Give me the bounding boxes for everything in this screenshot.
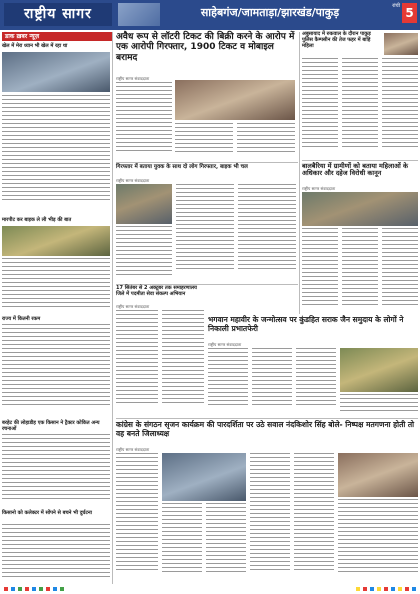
column-divider [299, 32, 300, 314]
procession-photo [340, 348, 418, 392]
left-mid-headline: मारपीट कर बाइक ले ली भीड़ की बात [2, 217, 72, 223]
arrest-body-col-3 [238, 184, 296, 282]
congress-body-col-3 [206, 503, 246, 584]
left-header-bar: डाक ख़बर न्यूज़ [2, 32, 113, 41]
left-top-headline: खेल में मेरा ध्यान भी खेल में रहा था [2, 43, 68, 49]
procession-body-col-4 [340, 394, 418, 416]
right-article-2-col-1 [302, 228, 338, 314]
arrest-body-col-2 [176, 184, 234, 282]
left-bottom-headline: बरहेट की लोहाडीह एक किसान ने ट्रैक्टर कोकित अन्य रचनाओं [2, 420, 100, 432]
column-divider [112, 32, 113, 584]
date-line: रांची [392, 3, 400, 9]
arrest-body-col-1 [116, 226, 172, 282]
byline-lottery: राष्ट्रीय सागर संवाददाता [116, 76, 150, 81]
divider [302, 160, 418, 161]
congress-photo [162, 453, 246, 501]
lottery-photo [175, 80, 295, 120]
left-lower-headline: राज्य में कितनी रकम [2, 316, 41, 322]
section-title: साहेबगंज/जामताड़ा/झारखंड/पाकुड़ [200, 6, 340, 19]
byline-campaign: राष्ट्रीय सागर संवाददाता [116, 304, 150, 309]
procession-body-col-2 [252, 348, 292, 416]
headline-lottery: अवैध रूप से लॉटरी टिकट की बिक्री करने के आरोप में एक आरोपी गिरफ्तार, 1900 टिकट व मोबाइल बरामद [116, 32, 295, 63]
byline-congress: राष्ट्रीय सागर संवाददाता [116, 447, 150, 452]
campaign-body-col-2 [162, 310, 204, 416]
lottery-body-col-3 [237, 123, 295, 160]
right-article-2-col-2 [342, 228, 378, 314]
congress-body-col-1 [116, 453, 158, 584]
masthead [0, 0, 420, 30]
headline-procession: भगवान महावीर के जन्मोत्सव पर कुंडहित सराक जैन समुदाय के लोगों ने निकाली प्रभातफेरी [208, 315, 404, 333]
page-number: 5 [402, 3, 417, 23]
color-registration-strip [356, 587, 416, 591]
masthead-photo [118, 3, 160, 26]
lottery-body-col-1 [116, 82, 172, 160]
right-article-1-col-2 [342, 58, 378, 158]
congress-photo-2 [338, 453, 418, 497]
right-headline-1: अबुसायाद में रुकवाल के दौरान पाकुड़ पुलिस कैम्पसीन की तेज फहर में बाहि महिला [302, 31, 371, 49]
right-article-2-col-3 [382, 228, 418, 314]
congress-body-col-5 [294, 453, 334, 584]
right-article-1-col-1 [302, 58, 338, 158]
headline-campaign: 17 सितंबर से 2 अक्टूबर तक समाहरणालय जिले में पदमीता सेवा संकल्प अभियान [116, 285, 197, 297]
right-photo-2 [302, 192, 418, 226]
divider [116, 162, 298, 163]
left-article-2-body [2, 258, 110, 314]
headline-congress: कांग्रेस के संगठन सृजन कार्यक्रम की पारदर्शिता पर उठे सवाल नंदकिशोर सिंह बोले- निष्पक्ष मतगणना होती तो वह बनते जिलाध्यक्ष [116, 420, 415, 438]
arrest-photo [116, 184, 172, 224]
left-photo-2 [2, 226, 110, 256]
left-article-5-body [2, 524, 110, 584]
headline-arrest: गिरफ्तार में बताया युवक के साथ दो लोग गिरफ्तार, बाइक भी चल [116, 164, 248, 170]
campaign-body-col-1 [116, 310, 158, 416]
right-photo-1 [384, 33, 418, 55]
congress-body-col-6 [338, 499, 418, 584]
congress-body-col-4 [250, 453, 290, 584]
color-registration-strip [4, 587, 64, 591]
paper-logo: राष्ट्रीय सागर [4, 3, 112, 26]
right-byline-2: राष्ट्रीय सागर संवाददाता [302, 186, 336, 191]
left-article-3-body [2, 324, 110, 418]
right-article-1-col-3 [382, 58, 418, 158]
left-article-1-body [2, 95, 110, 215]
byline-arrest: राष्ट्रीय सागर संवाददाता [116, 178, 150, 183]
left-bottom-headline-2: किसानो को कलेक्टर में सोंपने से बचने भी दुर्घटना [2, 510, 92, 516]
congress-body-col-2 [162, 503, 202, 584]
right-headline-2: बालबैरिया में ग्रामीणों को बताया महिलाओं के अधिकार और दहेज विरोधी कानून [302, 162, 409, 178]
left-photo-1 [2, 52, 110, 92]
procession-body-col-3 [296, 348, 336, 416]
divider [116, 418, 418, 419]
lottery-body-col-2 [175, 123, 233, 160]
procession-body-col-1 [208, 348, 248, 416]
left-article-4-body [2, 434, 110, 508]
byline-procession: राष्ट्रीय सागर संवाददाता [208, 342, 242, 347]
